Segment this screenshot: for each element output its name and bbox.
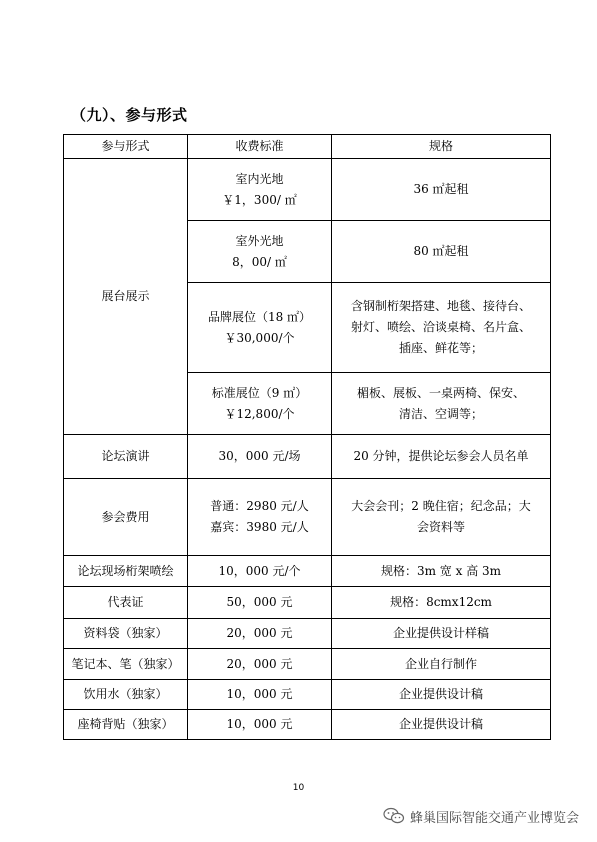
fee-cell: 20，000 元 <box>188 649 332 680</box>
spec-line: 会资料等 <box>416 520 465 534</box>
fee-line: 8，00/ ㎡ <box>232 254 287 269</box>
table-row <box>64 649 551 680</box>
page-number: 10 <box>292 783 305 793</box>
form-cell: 资料袋（独家） <box>64 619 188 649</box>
fee-cell: 10，000 元 <box>188 680 332 710</box>
spec-cell: 企业提供设计稿 <box>332 680 551 710</box>
table-row <box>64 556 551 587</box>
fee-cell <box>188 479 332 556</box>
form-cell: 笔记本、笔（独家） <box>64 649 188 680</box>
fee-cell <box>188 221 332 283</box>
spec-line: 清洁、空调等； <box>398 406 483 421</box>
fee-cell <box>188 373 332 435</box>
spec-cell <box>332 373 551 435</box>
fee-cell <box>188 159 332 221</box>
table-row <box>64 159 551 221</box>
spec-line: 射灯、喷绘、洽谈桌椅、名片盒、 <box>350 320 531 334</box>
form-cell: 代表证 <box>64 587 188 619</box>
form-cell: 参会费用 <box>64 479 188 556</box>
fee-line: 嘉宾：3980 元/人 <box>210 520 309 534</box>
form-cell: 论坛现场桁架喷绘 <box>64 556 188 587</box>
fee-line: ￥30,000/个 <box>224 330 295 345</box>
header-form: 参与形式 <box>64 135 188 159</box>
fee-cell <box>188 283 332 373</box>
spec-cell: 企业提供设计稿 <box>332 710 551 740</box>
spec-line: 插座、鲜花等； <box>398 341 483 355</box>
wechat-icon <box>383 807 405 825</box>
fee-cell: 50，000 元 <box>188 587 332 619</box>
table-row <box>64 435 551 479</box>
fee-line: 标准展位（9 ㎡） <box>211 385 308 400</box>
spec-cell: 规格：3m 宽 x 高 3m <box>332 556 551 587</box>
fee-cell: 20，000 元 <box>188 619 332 649</box>
table-row <box>64 479 551 556</box>
form-cell: 座椅背贴（独家） <box>64 710 188 740</box>
header-spec: 规格 <box>332 135 551 159</box>
spec-cell: 企业自行制作 <box>332 649 551 680</box>
fee-line: 品牌展位（18 ㎡） <box>207 309 312 324</box>
form-cell: 论坛演讲 <box>64 435 188 479</box>
spec-line: 含钢制桁架搭建、地毯、接待台、 <box>350 299 531 313</box>
watermark <box>383 805 579 827</box>
fee-line: 室内光地 <box>235 171 284 186</box>
spec-cell <box>332 479 551 556</box>
fee-line: ￥1，300/ ㎡ <box>222 192 297 207</box>
fee-line: ￥12,800/个 <box>224 406 295 421</box>
watermark-text: 蜂巢国际智能交通产业博览会 <box>409 810 579 826</box>
fee-cell: 30，000 元/场 <box>188 435 332 479</box>
header-fee: 收费标准 <box>188 135 332 159</box>
spec-cell: 80 ㎡起租 <box>332 221 551 283</box>
table-row <box>64 619 551 649</box>
fee-line: 普通：2980 元/人 <box>210 499 309 513</box>
booth-label: 展台展示 <box>64 159 188 435</box>
table-header-row <box>64 135 551 159</box>
spec-cell: 规格：8cmx12cm <box>332 587 551 619</box>
table-row <box>64 587 551 619</box>
spec-cell: 36 ㎡起租 <box>332 159 551 221</box>
fee-cell: 10，000 元 <box>188 710 332 740</box>
spec-line: 楣板、展板、一桌两椅、保安、 <box>356 385 525 400</box>
form-cell: 饮用水（独家） <box>64 680 188 710</box>
spec-line: 大会会刊；2 晚住宿；纪念品；大 <box>351 499 531 513</box>
section-title: （九）、参与形式 <box>71 106 188 124</box>
spec-cell <box>332 283 551 373</box>
spec-cell: 企业提供设计样稿 <box>332 619 551 649</box>
table-row <box>64 710 551 740</box>
spec-cell: 20 分钟，提供论坛参会人员名单 <box>332 435 551 479</box>
fee-cell: 10，000 元/个 <box>188 556 332 587</box>
fee-line: 室外光地 <box>235 233 284 248</box>
participation-table <box>63 134 551 740</box>
table-row <box>64 680 551 710</box>
